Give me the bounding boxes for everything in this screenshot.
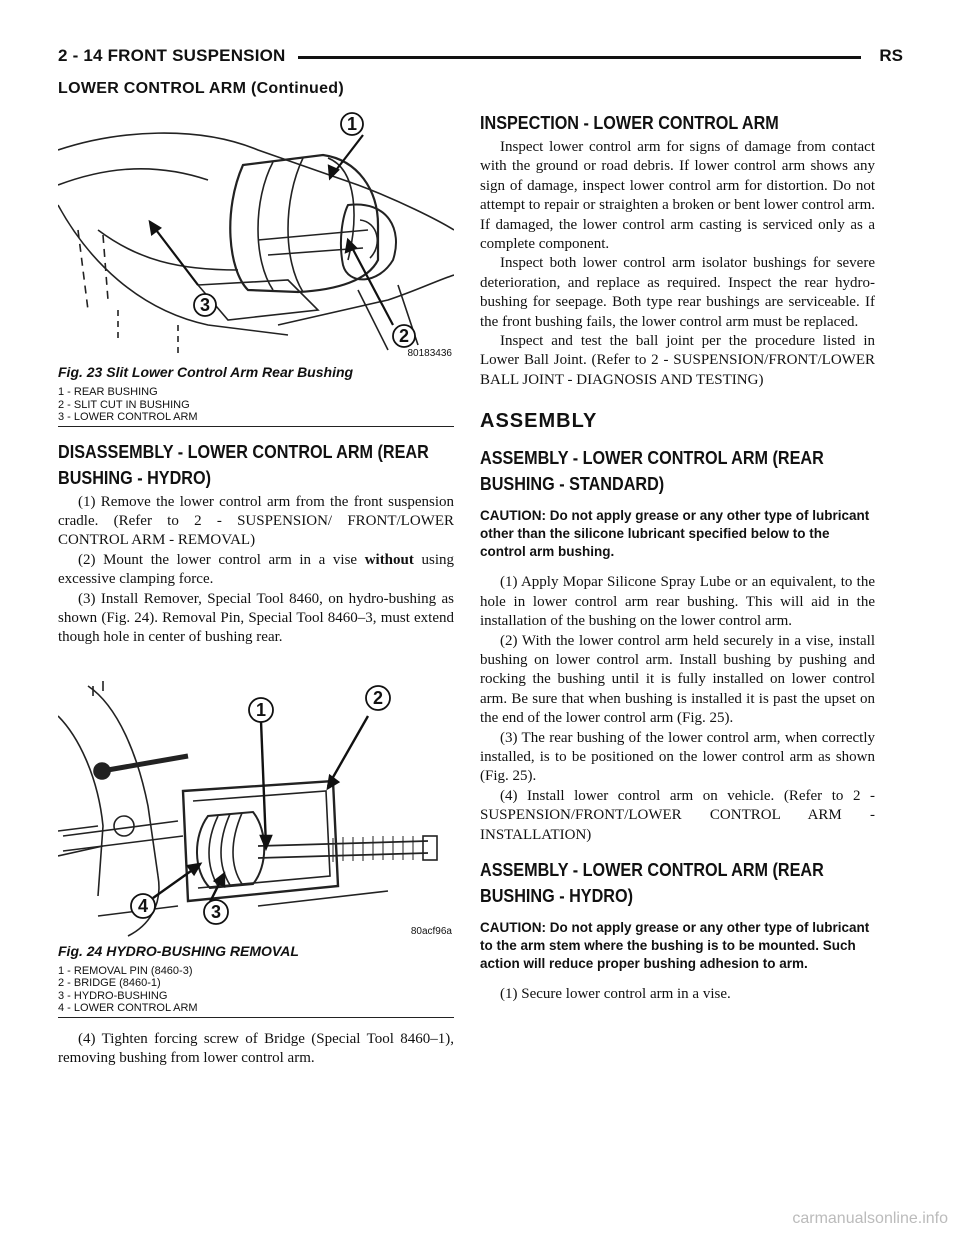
figure-23 [58,110,454,427]
inspection-para-1: Inspect lower control arm for signs of damage from contact with the ground or road debris. If lower control arm shows any sign of damage, inspect lower control arm for distortion. Do not attempt to repair or straighten a broken or bent lower control arm. If damaged, the lower control arm casting is serviced only as a complete component. [480,139,875,253]
fig23-callout-1: 1 [346,114,358,134]
inspection-para-3: Inspect and test the ball joint per the procedure listed in Lower Ball Joint. (Refer to 2 - SUSPENSION/FRONT/LOWER BALL JOINT - DIAGNOSIS AND TESTING) [480,333,875,388]
continued-title: LOWER CONTROL ARM (Continued) [58,80,344,97]
assembly-standard-step-1: (1) Apply Mopar Silicone Spray Lube or an equivalent, to the hole in lower control arm rear bushing. This will aid in the installation of the bushing on the lower control arm. [480,574,875,630]
fig23-legend-item: 3 - LOWER CONTROL ARM [58,411,198,423]
disassembly-step-2 [58,551,454,590]
assembly-heading: ASSEMBLY [480,410,598,433]
fig23-legend-item: 1 - REAR BUSHING [58,386,158,398]
watermark: carmanualsonline.info [792,1210,948,1227]
step-2-text-end: using excessive clamping force. [58,551,454,588]
right-column [480,110,875,1004]
fig24-rule [58,1017,454,1018]
fig23-rule [58,426,454,427]
figure-23-illustration [58,110,454,362]
assembly-standard-step-2: (2) With the lower control arm held securely in a vise, install bushing on lower control arm. Install bushing by pushing and rocking the bushing until it is fully installed on lower control arm. Be sure that when bushing is installed it is past the upset on the end of the lower control arm (Fig. 25). [480,632,875,727]
assembly-hydro-caution: CAUTION: Do not apply grease or any other type of lubricant to the arm stem where the bushing is to be mounted. Such action will reduce proper bushing adhesion to arm. [480,919,870,971]
disassembly-step-1: (1) Remove the lower control arm from the front suspension cradle. (Refer to 2 - SUSPENSION/ FRONT/LOWER CONTROL ARM - REMOVAL) [58,493,454,549]
left-column [58,110,454,1069]
disassembly-step-4: (4) Tighten forcing screw of Bridge (Special Tool 8460–1), removing bushing from lower control arm. [58,1030,454,1067]
fig24-legend-item: 1 - REMOVAL PIN (8460-3) [58,964,193,977]
assembly-hydro-step-1: (1) Secure lower control arm in a vise. [500,985,731,1002]
figure-24-illustration [58,676,454,941]
fig23-callout-2: 2 [398,326,410,346]
section-code: RS [879,46,903,65]
disassembly-heading: DISASSEMBLY - LOWER CONTROL ARM (REAR BUSHING - HYDRO) [58,441,429,488]
header-rule [298,56,861,59]
fig24-callout-1: 1 [255,699,267,720]
fig24-legend-item: 3 - HYDRO-BUSHING [58,989,168,1002]
fig23-legend-item: 2 - SLIT CUT IN BUSHING [58,398,190,411]
page-header [58,40,903,74]
fig23-caption: Fig. 23 Slit Lower Control Arm Rear Bushing [58,364,354,380]
step-2-keyword: without [364,551,414,568]
assembly-standard-heading: ASSEMBLY - LOWER CONTROL ARM (REAR BUSHING - STANDARD) [480,448,824,495]
fig24-legend [58,965,454,1015]
assembly-standard-step-4: (4) Install lower control arm on vehicle. (Refer to 2 - SUSPENSION/FRONT/LOWER CONTROL ARM - INSTALLATION) [480,787,875,843]
page-label: 2 - 14 FRONT SUSPENSION [58,46,286,65]
fig24-caption: Fig. 24 HYDRO-BUSHING REMOVAL [58,942,299,959]
assembly-standard-step-3: (3) The rear bushing of the lower control arm, when correctly installed, is to be positioned on the lower control arm as shown (Fig. 25). [480,729,875,785]
fig23-code: 80183436 [407,348,452,359]
fig23-legend [58,386,454,424]
fig24-code: 80acf96a [410,925,452,937]
step-2-text: (2) Mount the lower control arm in a vise [78,551,365,568]
inspection-heading: INSPECTION - LOWER CONTROL ARM [480,113,779,133]
assembly-hydro-heading: ASSEMBLY - LOWER CONTROL ARM (REAR BUSHING - HYDRO) [480,859,824,906]
inspection-para-2: Inspect both lower control arm isolator bushings for severe deterioration, and replace as required. Inspect the rear hydro-bushing for seepage. Both type rear bushings are serviceable. If the front bushing fails, the lower control arm must be replaced. [480,255,875,330]
fig24-callout-3: 3 [210,901,222,922]
assembly-standard-caution: CAUTION: Do not apply grease or any other type of lubricant other than the silicone lubricant specified below to the control arm bushing. [480,508,870,560]
disassembly-step-3: (3) Install Remover, Special Tool 8460, on hydro-bushing as shown (Fig. 24). Removal Pin, Special Tool 8460–3, must extend though hole in center of bushing rear. [58,590,454,646]
fig23-callout-3: 3 [199,295,211,315]
fig24-legend-item: 2 - BRIDGE (8460-1) [58,977,161,990]
fig24-callout-2: 2 [372,687,384,708]
figure-24 [58,676,454,1018]
fig24-legend-item: 4 - LOWER CONTROL ARM [58,1002,198,1015]
fig24-callout-4: 4 [137,895,149,916]
